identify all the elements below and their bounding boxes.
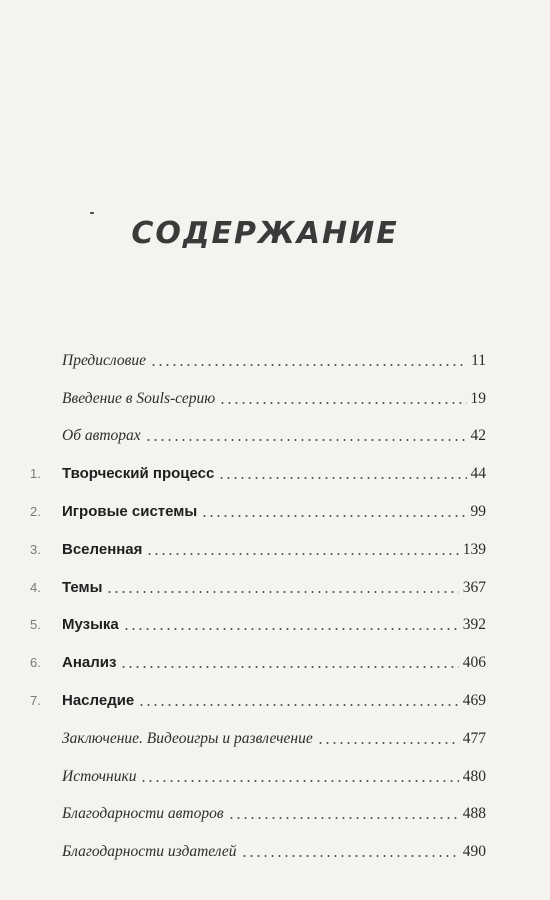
- toc-entry-chapter-5: [30, 601, 486, 639]
- entry-label: Вселенная: [62, 540, 143, 558]
- dot-leader: [145, 439, 467, 441]
- toc-entry-sources: [30, 752, 486, 790]
- entry-label: Заключение. Видеоигры и развлечение: [62, 729, 313, 747]
- dot-leader: [106, 591, 458, 593]
- entry-page-number: 19: [470, 389, 486, 407]
- entry-page-number: 42: [470, 427, 486, 445]
- print-speck: [90, 212, 94, 214]
- entry-page-number: 490: [462, 843, 486, 861]
- entry-page-number: 392: [462, 616, 486, 634]
- entry-label: Об авторах: [62, 427, 141, 445]
- toc-entry-chapter-6: [30, 638, 486, 676]
- entry-label: Предисловие: [62, 351, 146, 369]
- entry-page-number: 99: [470, 502, 486, 520]
- toc-entry-about-authors: [30, 412, 486, 450]
- dot-leader: [138, 704, 458, 706]
- dot-leader: [218, 477, 466, 479]
- entry-page-number: 367: [462, 578, 486, 596]
- chapter-number: 3.: [30, 541, 41, 557]
- entry-label: Введение в Souls-серию: [62, 389, 216, 407]
- entry-label: Музыка: [62, 616, 119, 634]
- entry-page-number: 480: [462, 767, 486, 785]
- entry-page-number: 469: [462, 691, 486, 709]
- toc-entry-chapter-2: [30, 487, 486, 525]
- toc-entry-chapter-1: [30, 449, 486, 487]
- entry-label: Наследие: [62, 691, 135, 709]
- dot-leader: [140, 780, 458, 782]
- entry-label: Источники: [62, 767, 137, 785]
- toc-entry-chapter-7: [30, 676, 486, 714]
- dot-leader: [317, 742, 459, 744]
- toc-entry-chapter-3: [30, 525, 486, 563]
- chapter-number: 2.: [30, 503, 41, 519]
- toc-entry-conclusion: [30, 714, 486, 752]
- chapter-number: 5.: [30, 617, 41, 633]
- dot-leader: [150, 364, 467, 366]
- chapter-number: 7.: [30, 692, 41, 708]
- entry-page-number: 44: [470, 465, 486, 483]
- toc-entry-publisher-thanks: [30, 827, 486, 865]
- entry-page-number: 477: [462, 729, 486, 747]
- entry-page-number: 488: [462, 805, 486, 823]
- toc-entry-introduction: [30, 374, 486, 412]
- toc-entry-preface: [30, 336, 486, 374]
- entry-page-number: 406: [462, 654, 486, 672]
- toc-entry-chapter-4: [30, 563, 486, 601]
- dot-leader: [219, 402, 466, 404]
- dot-leader: [146, 553, 458, 555]
- table-of-contents: [30, 336, 486, 865]
- chapter-number: 4.: [30, 579, 41, 595]
- dot-leader: [201, 515, 466, 517]
- entry-page-number: 139: [462, 540, 486, 558]
- dot-leader: [228, 817, 459, 819]
- entry-label: Темы: [62, 578, 103, 596]
- dot-leader: [241, 855, 459, 857]
- dot-leader: [123, 628, 459, 630]
- entry-label: Анализ: [62, 654, 117, 672]
- entry-page-number: 11: [471, 351, 486, 369]
- dot-leader: [120, 666, 458, 668]
- entry-label: Игровые системы: [62, 502, 198, 520]
- toc-entry-author-thanks: [30, 790, 486, 828]
- entry-label: Творческий процесс: [62, 465, 215, 483]
- chapter-number: 1.: [30, 466, 41, 482]
- chapter-number: 6.: [30, 655, 41, 671]
- page-title: СОДЕРЖАНИЕ: [131, 216, 399, 251]
- entry-label: Благодарности авторов: [62, 805, 224, 823]
- entry-label: Благодарности издателей: [62, 843, 237, 861]
